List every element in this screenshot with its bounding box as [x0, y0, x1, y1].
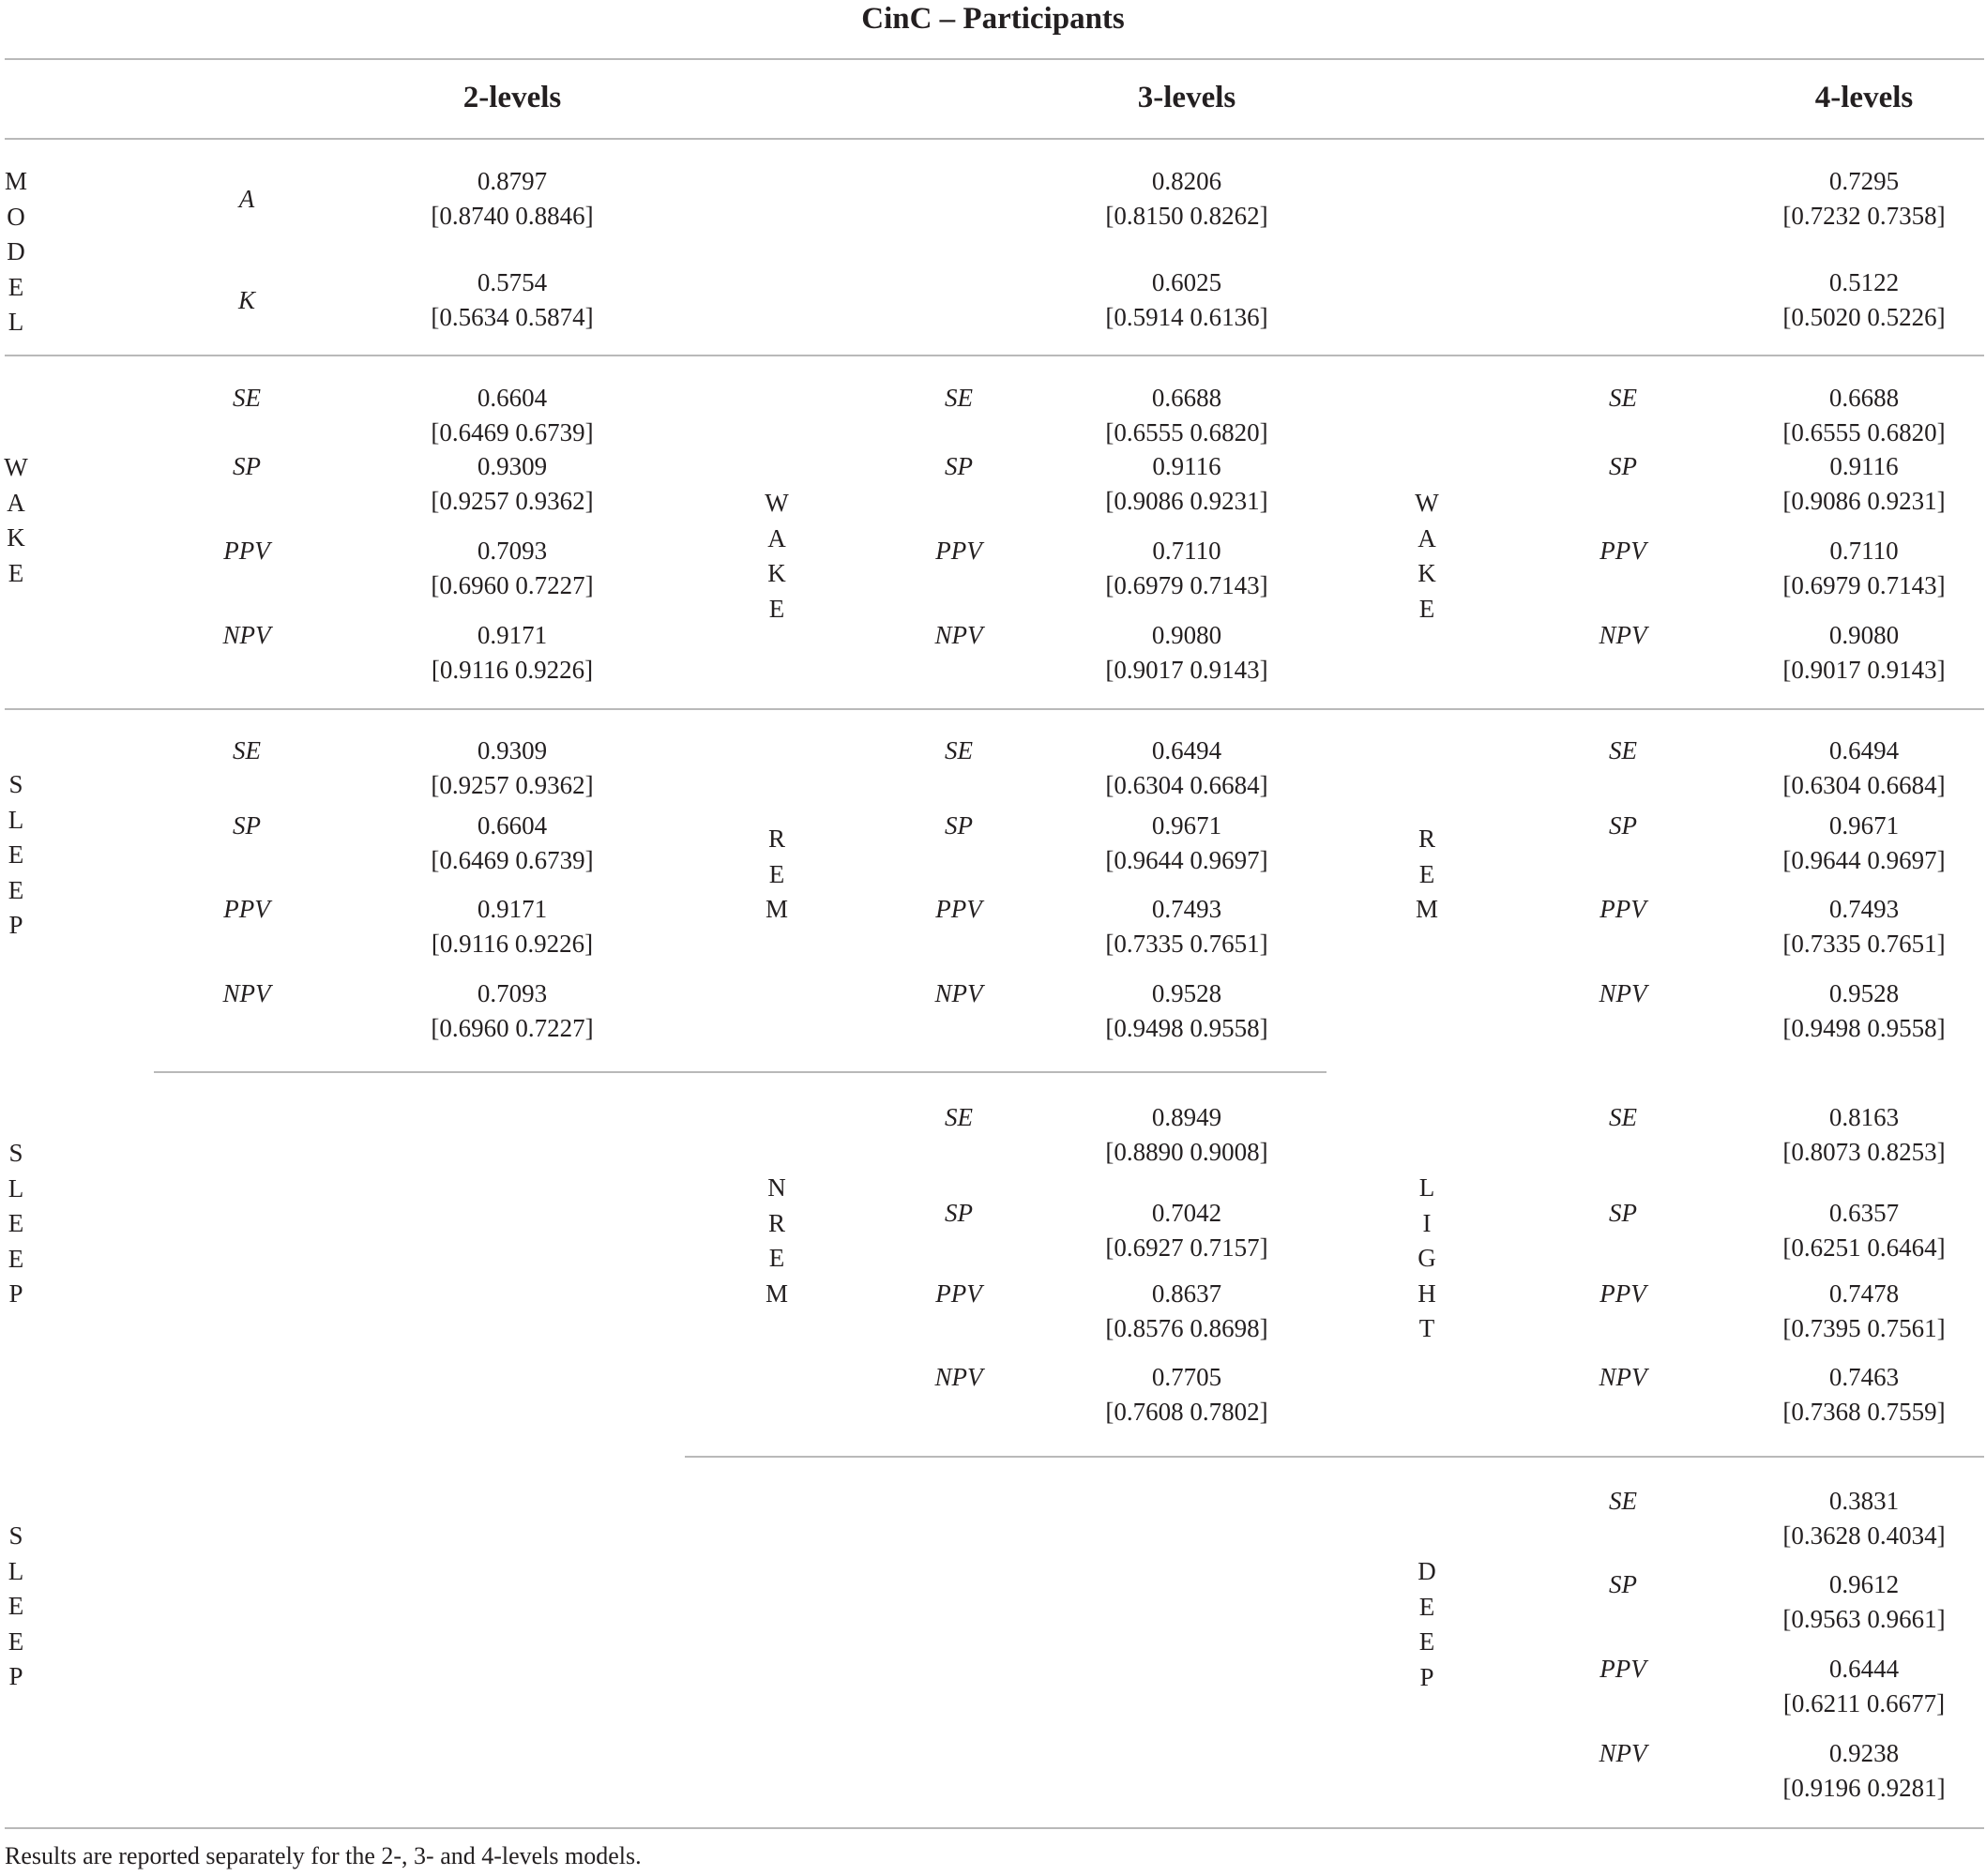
value-cell [1782, 1484, 1945, 1553]
value-cell [1105, 449, 1267, 519]
value: 0.7093 [477, 979, 548, 1007]
group-label-light: L I G H T [1417, 1173, 1436, 1342]
value-cell [1782, 381, 1945, 450]
confidence-interval: [0.9563 0.9661] [1782, 1605, 1946, 1633]
metric-npv: NPV [1599, 979, 1647, 1007]
value: 0.7705 [1151, 1363, 1222, 1391]
metric-sp: SP [945, 1199, 973, 1227]
metric-K: K [237, 286, 256, 314]
confidence-interval: [0.9086 0.9231] [1782, 487, 1946, 515]
value-cell [1105, 809, 1267, 878]
value: 0.7493 [1151, 895, 1222, 923]
group-label-wake: W A K E [1415, 489, 1439, 623]
value-cell [431, 381, 593, 450]
value-cell [1105, 892, 1267, 961]
value: 0.6357 [1828, 1199, 1900, 1227]
value-cell [431, 809, 593, 878]
confidence-interval: [0.9257 0.9362] [431, 771, 594, 799]
confidence-interval: [0.6555 0.6820] [1105, 418, 1268, 446]
group-label-wake: W A K E [4, 453, 28, 587]
confidence-interval: [0.9644 0.9697] [1105, 846, 1268, 874]
value: 0.9171 [477, 895, 548, 923]
value-cell [1782, 1196, 1945, 1265]
confidence-interval: [0.9498 0.9558] [1782, 1014, 1946, 1042]
value: 0.9171 [477, 621, 548, 649]
confidence-interval: [0.9017 0.9143] [1782, 656, 1946, 684]
value: 0.9238 [1828, 1739, 1900, 1767]
metric-ppv: PPV [1599, 1279, 1646, 1308]
value: 0.6604 [477, 384, 548, 412]
value-cell [1105, 534, 1267, 603]
metric-se: SE [945, 1103, 973, 1131]
value: 0.6494 [1151, 736, 1222, 764]
value-cell [1105, 381, 1267, 450]
metric-sp: SP [233, 452, 261, 480]
confidence-interval: [0.6979 0.7143] [1782, 571, 1946, 599]
value: 0.6494 [1828, 736, 1900, 764]
model-l2-K [431, 265, 593, 335]
value-cell [1782, 449, 1945, 519]
confidence-interval: [0.3628 0.4034] [1782, 1521, 1946, 1550]
value: 0.7463 [1828, 1363, 1900, 1391]
confidence-interval: [0.8890 0.9008] [1105, 1138, 1268, 1166]
metric-se: SE [233, 736, 261, 764]
value-cell [1105, 1100, 1267, 1170]
confidence-interval: [0.6927 0.7157] [1105, 1233, 1268, 1262]
metric-sp: SP [945, 811, 973, 840]
confidence-interval: [0.6211 0.6677] [1782, 1689, 1946, 1717]
value: 0.7110 [1829, 537, 1899, 565]
value: 0.8637 [1151, 1279, 1222, 1308]
group-label-nrem: N R E M [765, 1173, 788, 1308]
metric-npv: NPV [934, 979, 983, 1007]
metric-sp: SP [1609, 811, 1637, 840]
value-cell [1105, 1196, 1267, 1265]
metric-se: SE [1609, 1487, 1637, 1515]
model-l3-K [1105, 265, 1267, 335]
table-rule [5, 138, 1984, 140]
column-header-l3: 3-levels [1137, 81, 1236, 114]
value-cell [1105, 976, 1267, 1046]
confidence-interval: [0.6555 0.6820] [1782, 418, 1946, 446]
value: 0.8163 [1828, 1103, 1900, 1131]
metric-se: SE [945, 736, 973, 764]
group-label-sleep: S L E E P [8, 770, 24, 939]
value-cell [431, 449, 593, 519]
confidence-interval: [0.8150 0.8262] [1105, 202, 1268, 230]
value: 0.8206 [1151, 167, 1222, 195]
metric-ppv: PPV [223, 537, 270, 565]
metric-ppv: PPV [935, 895, 982, 923]
value: 0.9080 [1828, 621, 1900, 649]
confidence-interval: [0.9644 0.9697] [1782, 846, 1946, 874]
confidence-interval: [0.7608 0.7802] [1105, 1398, 1268, 1426]
confidence-interval: [0.9257 0.9362] [431, 487, 594, 515]
metric-ppv: PPV [1599, 537, 1646, 565]
value: 0.6025 [1151, 268, 1222, 296]
group-label-sleep: S L E E P [8, 1521, 24, 1690]
confidence-interval: [0.6304 0.6684] [1782, 771, 1946, 799]
confidence-interval: [0.9017 0.9143] [1105, 656, 1268, 684]
group-label-rem: R E M [765, 825, 788, 923]
confidence-interval: [0.5020 0.5226] [1782, 303, 1946, 331]
metric-npv: NPV [222, 979, 271, 1007]
value-cell [1782, 976, 1945, 1046]
column-header-l2: 2-levels [462, 81, 562, 114]
confidence-interval: [0.7368 0.7559] [1782, 1398, 1946, 1426]
value-cell [1105, 734, 1267, 803]
value-cell [1782, 734, 1945, 803]
metric-npv: NPV [934, 1363, 983, 1391]
value: 0.6688 [1151, 384, 1222, 412]
table-rule [5, 58, 1984, 60]
value: 0.9309 [477, 736, 548, 764]
value: 0.9528 [1828, 979, 1900, 1007]
metric-sp: SP [1609, 1199, 1637, 1227]
metric-se: SE [1609, 1103, 1637, 1131]
value: 0.8797 [477, 167, 548, 195]
value: 0.5754 [477, 268, 548, 296]
table-footnote: Results are reported separately for the 2-, 3- and 4-levels models. [5, 1842, 642, 1869]
value: 0.5122 [1828, 268, 1900, 296]
value: 0.9309 [477, 452, 548, 480]
value: 0.7478 [1828, 1279, 1900, 1308]
model-l4-K [1782, 265, 1945, 335]
confidence-interval: [0.9116 0.9226] [431, 656, 594, 684]
confidence-interval: [0.6469 0.6739] [431, 418, 594, 446]
confidence-interval: [0.6304 0.6684] [1105, 771, 1268, 799]
value: 0.7110 [1152, 537, 1221, 565]
value-cell [1105, 618, 1267, 688]
metric-ppv: PPV [935, 1279, 982, 1308]
metric-se: SE [233, 384, 261, 412]
value-cell [1782, 1567, 1945, 1637]
confidence-interval: [0.8073 0.8253] [1782, 1138, 1946, 1166]
table-title: CinC – Participants [861, 2, 1125, 36]
confidence-interval: [0.8740 0.8846] [431, 202, 594, 230]
confidence-interval: [0.7395 0.7561] [1782, 1314, 1946, 1342]
value: 0.8949 [1151, 1103, 1222, 1131]
metric-ppv: PPV [223, 895, 270, 923]
metric-sp: SP [1609, 452, 1637, 480]
value: 0.9116 [1829, 452, 1899, 480]
value-cell [1782, 1360, 1945, 1430]
group-label-wake: W A K E [765, 489, 789, 623]
metric-npv: NPV [1599, 1363, 1647, 1391]
value: 0.9080 [1151, 621, 1222, 649]
metric-se: SE [1609, 384, 1637, 412]
value-cell [1783, 1652, 1945, 1721]
value-cell [1782, 1277, 1945, 1346]
value: 0.6604 [477, 811, 548, 840]
metric-se: SE [1609, 736, 1637, 764]
metric-ppv: PPV [1599, 1655, 1646, 1683]
value-cell [432, 892, 593, 961]
metric-npv: NPV [1599, 621, 1647, 649]
value: 0.6444 [1828, 1655, 1900, 1683]
value-cell [1782, 618, 1945, 688]
confidence-interval: [0.6979 0.7143] [1105, 571, 1268, 599]
value: 0.7295 [1828, 167, 1900, 195]
value-cell [1782, 534, 1945, 603]
metric-se: SE [945, 384, 973, 412]
confidence-interval: [0.8576 0.8698] [1105, 1314, 1268, 1342]
metric-sp: SP [945, 452, 973, 480]
group-label-deep: D E E P [1417, 1557, 1436, 1691]
metric-ppv: PPV [1599, 895, 1646, 923]
metric-ppv: PPV [935, 537, 982, 565]
confidence-interval: [0.7335 0.7651] [1105, 930, 1268, 958]
confidence-interval: [0.9116 0.9226] [431, 930, 594, 958]
value: 0.7042 [1151, 1199, 1222, 1227]
metric-npv: NPV [934, 621, 983, 649]
value-cell [1782, 1736, 1945, 1806]
value: 0.7093 [477, 537, 548, 565]
metric-npv: NPV [1599, 1739, 1647, 1767]
value: 0.9528 [1151, 979, 1222, 1007]
confidence-interval: [0.5634 0.5874] [431, 303, 594, 331]
confidence-interval: [0.6469 0.6739] [431, 846, 594, 874]
group-label-rem: R E M [1415, 825, 1438, 923]
metric-A: A [238, 185, 255, 213]
value-cell [1105, 1360, 1267, 1430]
table-rule [5, 355, 1984, 356]
metric-npv: NPV [222, 621, 271, 649]
value: 0.7493 [1828, 895, 1900, 923]
confidence-interval: [0.5914 0.6136] [1105, 303, 1268, 331]
value-cell [1782, 1100, 1945, 1170]
model-l4-A [1782, 164, 1945, 234]
value-cell [1782, 809, 1945, 878]
metric-sp: SP [233, 811, 261, 840]
group-label-sleep: S L E E P [8, 1139, 24, 1308]
table-rule [154, 1071, 1327, 1073]
table-rule [5, 708, 1984, 710]
value: 0.9671 [1151, 811, 1222, 840]
value: 0.9116 [1152, 452, 1221, 480]
confidence-interval: [0.9196 0.9281] [1782, 1774, 1946, 1802]
value-cell [1782, 892, 1945, 961]
model-l2-A [431, 164, 593, 234]
value: 0.3831 [1828, 1487, 1900, 1515]
value-cell [431, 976, 593, 1046]
value-cell [431, 734, 593, 803]
confidence-interval: [0.6960 0.7227] [431, 1014, 594, 1042]
column-header-l4: 4-levels [1814, 81, 1914, 114]
confidence-interval: [0.9086 0.9231] [1105, 487, 1268, 515]
confidence-interval: [0.7335 0.7651] [1782, 930, 1946, 958]
confidence-interval: [0.6960 0.7227] [431, 571, 594, 599]
model-l3-A [1105, 164, 1267, 234]
model-label: M O D E L [4, 167, 27, 336]
value-cell [432, 618, 593, 688]
confidence-interval: [0.6251 0.6464] [1782, 1233, 1946, 1262]
confidence-interval: [0.9498 0.9558] [1105, 1014, 1268, 1042]
metric-sp: SP [1609, 1570, 1637, 1598]
value-cell [431, 534, 593, 603]
confidence-interval: [0.7232 0.7358] [1782, 202, 1946, 230]
value: 0.9612 [1828, 1570, 1900, 1598]
table-rule [5, 1827, 1984, 1829]
value-cell [1105, 1277, 1267, 1346]
value: 0.6688 [1828, 384, 1900, 412]
value: 0.9671 [1828, 811, 1900, 840]
table-rule [685, 1456, 1984, 1458]
